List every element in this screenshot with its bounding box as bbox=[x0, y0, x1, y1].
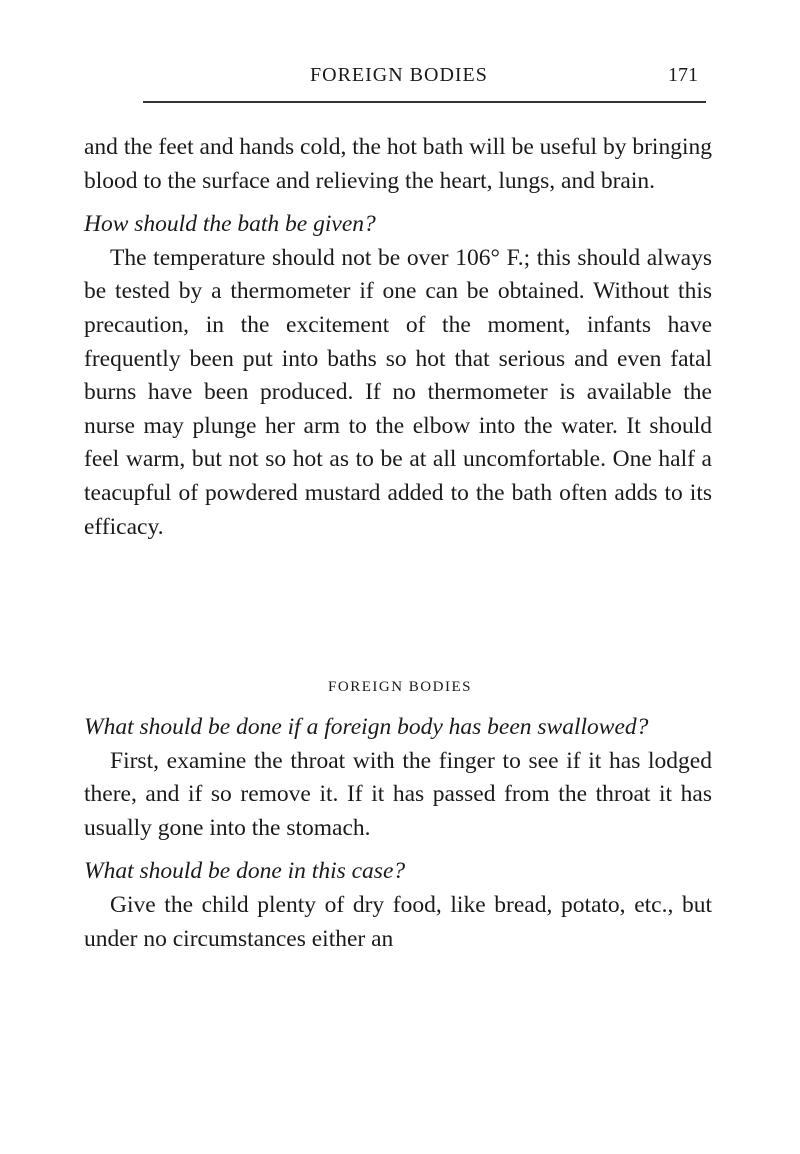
opening-paragraph: and the feet and hands cold, the hot bath will be useful by bringing blood to the surface and relieving the heart, lungs, and brain. bbox=[84, 134, 712, 194]
swallowed-question: What should be done if a foreign body has been swallowed? bbox=[84, 714, 649, 740]
section-heading: FOREIGN BODIES bbox=[328, 679, 472, 695]
bath-section bbox=[84, 131, 712, 544]
swallowed-answer: First, examine the throat with the finger to see if it has lodged there, and if so remove it. If it has passed from the throat it has usually gone into the stomach. bbox=[84, 747, 712, 841]
case-answer: Give the child plenty of dry food, like bread, potato, etc., but under no circumstances either an bbox=[84, 891, 712, 952]
bath-answer: The temperature should not be over 106° F.; this should always be tested by a thermometer if one can be obtained. Without this precaution, in the excitement of the moment, infants have frequently been put into baths so hot that serious and even fatal burns have been produced. If no thermometer is available the nurse may plunge her arm to the elbow into the water. It should feel warm, but not so hot as to be at all uncomfortable. One half a teacupful of powdered mustard added to the bath often adds to its efficacy. bbox=[84, 244, 712, 540]
case-question: What should be done in this case? bbox=[84, 858, 406, 885]
page-number: 171 bbox=[668, 64, 698, 86]
header-rule bbox=[143, 101, 706, 103]
running-title: FOREIGN BODIES bbox=[310, 64, 488, 86]
foreign-bodies-section bbox=[84, 711, 712, 956]
bath-question: How should the bath be given? bbox=[84, 211, 376, 238]
